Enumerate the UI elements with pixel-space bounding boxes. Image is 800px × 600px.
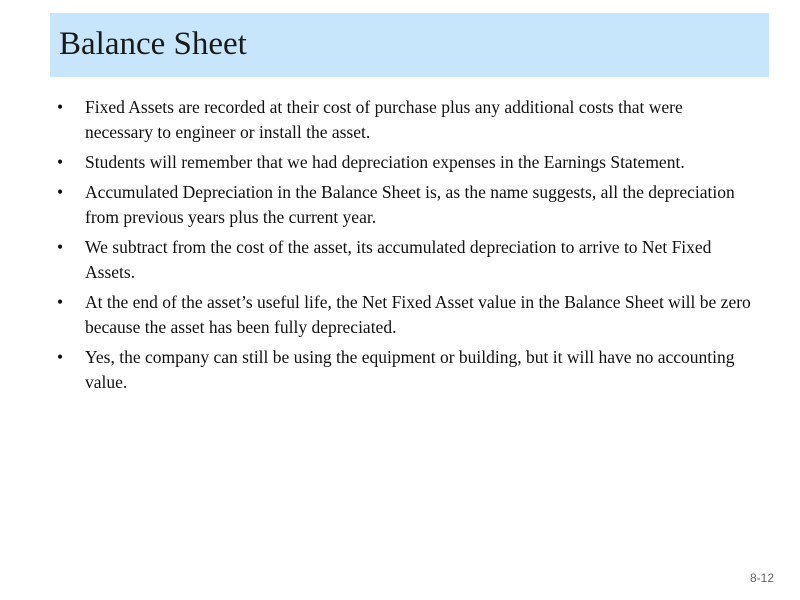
bullet-icon: • [57,182,64,202]
bullet-icon: • [57,97,64,117]
bullet-item [55,235,755,285]
bullet-text: Fixed Assets are recorded at their cost of purchase plus any additional costs that were necessary to engineer or install the asset. [85,97,683,142]
bullet-text: Yes, the company can still be using the equipment or building, but it will have no accounting value. [85,347,735,392]
bullet-item [55,290,755,340]
bullet-list [55,95,755,400]
bullet-item [55,150,755,175]
bullet-text: At the end of the asset’s useful life, the Net Fixed Asset value in the Balance Sheet will be zero because the asset has been fully depreciated. [85,292,751,337]
bullet-icon: • [57,292,64,312]
slide-number: 8-12 [749,571,774,585]
bullet-text: Accumulated Depreciation in the Balance Sheet is, as the name suggests, all the depreciation from previous years plus the current year. [85,182,735,227]
title-bar [50,13,769,77]
bullet-text: We subtract from the cost of the asset, its accumulated depreciation to arrive to Net Fixed Assets. [85,237,712,282]
bullet-icon: • [57,347,64,367]
bullet-icon: • [57,152,64,172]
bullet-item [55,180,755,230]
bullet-text: Students will remember that we had depreciation expenses in the Earnings Statement. [85,152,685,172]
bullet-item [55,95,755,145]
slide-title: Balance Sheet [59,26,247,62]
bullet-item [55,345,755,395]
bullet-icon: • [57,237,64,257]
